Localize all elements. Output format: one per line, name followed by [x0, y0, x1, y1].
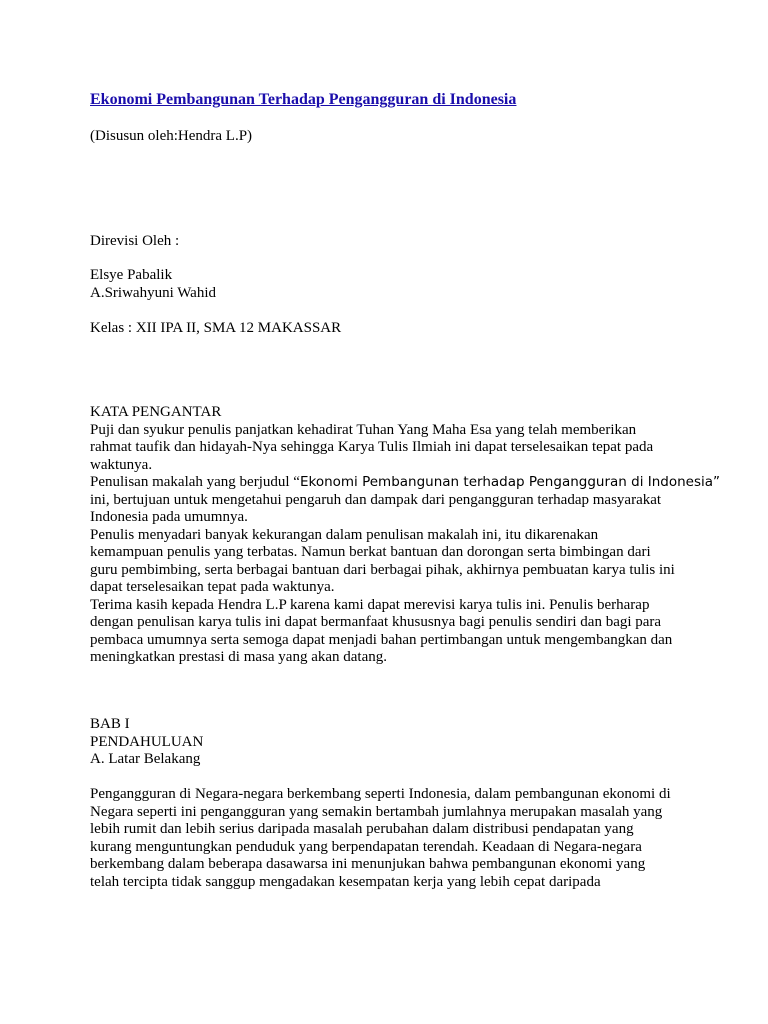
section-heading: KATA PENGANTAR: [90, 404, 222, 420]
section-title: A. Latar Belakang: [90, 751, 201, 767]
paragraph-line: Pengangguran di Negara-negara berkembang seperti Indonesia, dalam pembangunan ekonomi di: [90, 786, 671, 802]
paragraph-line-text: Penulisan makalah yang berjudul “: [90, 474, 300, 490]
kata-pengantar-section: [90, 404, 721, 667]
author-line: (Disusun oleh:Hendra L.P): [90, 128, 253, 144]
paragraph-line: dengan penulisan karya tulis ini dapat bermanfaat khususnya bagi penulis sendiri dan bagi para: [90, 614, 662, 630]
reviser-2: A.Sriwahyuni Wahid: [90, 285, 217, 301]
latar-belakang-paragraph: [90, 786, 690, 891]
paragraph-line: guru pembimbing, serta berbagai bantuan dari berbagai pihak, akhirnya pembuatan karya tulis ini: [90, 561, 675, 578]
paragraph-line: kemampuan penulis yang terbatas. Namun berkat bantuan dan dorongan serta bimbingan dari: [90, 544, 651, 560]
paragraph-line: berkembang dalam beberapa dasawarsa ini menunjukan bahwa pembangunan ekonomi yang: [90, 856, 646, 872]
paragraph-line: [90, 474, 721, 492]
paragraph-line: Negara seperti ini pengangguran yang semakin bertambah jumlahnya merupakan masalah yang: [90, 803, 663, 820]
chapter-label: BAB I: [90, 716, 130, 732]
paragraph-line: lebih rumit dan lebih serius daripada masalah perubahan dalam distribusi pendapatan yang: [90, 821, 634, 837]
revised-label: Direvisi Oleh :: [90, 233, 180, 249]
class-line: Kelas : XII IPA II, SMA 12 MAKASSAR: [90, 320, 342, 336]
paragraph-line: Penulis menyadari banyak kekurangan dalam penulisan makalah ini, itu dikarenakan: [90, 526, 599, 543]
quoted-title: Ekonomi Pembangunan terhadap Pengangguran di Indonesia”: [299, 474, 721, 490]
chapter-title: PENDAHULUAN: [90, 733, 204, 750]
paragraph-line: rahmat taufik dan hidayah-Nya sehingga Karya Tulis Ilmiah ini dapat terselesaikan tepat pada: [90, 439, 654, 455]
document-title[interactable]: [90, 91, 516, 109]
paragraph-line: waktunya.: [90, 456, 153, 473]
paragraph-line: Puji dan syukur penulis panjatkan kehadirat Tuhan Yang Maha Esa yang telah memberikan: [90, 421, 637, 438]
document-title-link[interactable]: Ekonomi Pembangunan Terhadap Pengangguran di Indonesia: [90, 91, 517, 108]
paragraph-line: ini, bertujuan untuk mengetahui pengaruh dan dampak dari pengangguran terhadap masyarakat: [90, 491, 662, 508]
paragraph-line: Indonesia pada umumnya.: [90, 509, 248, 525]
paragraph-line: pembaca umumnya serta semoga dapat menjadi bahan pertimbangan untuk mengembangkan dan: [90, 631, 673, 648]
paragraph-line: Terima kasih kepada Hendra L.P karena kami dapat merevisi karya tulis ini. Penulis berharap: [90, 596, 650, 613]
paragraph-line: telah tercipta tidak sanggup mengadakan kesempatan kerja yang lebih cepat daripada: [90, 873, 601, 890]
paragraph-line: dapat terselesaikan tepat pada waktunya.: [90, 579, 335, 595]
paragraph-line: kurang menguntungkan penduduk yang berpendapatan terendah. Keadaan di Negara-negara: [90, 838, 642, 855]
bab-heading-block: [90, 716, 690, 769]
paragraph-line: meningkatkan prestasi di masa yang akan datang.: [90, 649, 387, 665]
reviser-1: Elsye Pabalik: [90, 267, 173, 283]
